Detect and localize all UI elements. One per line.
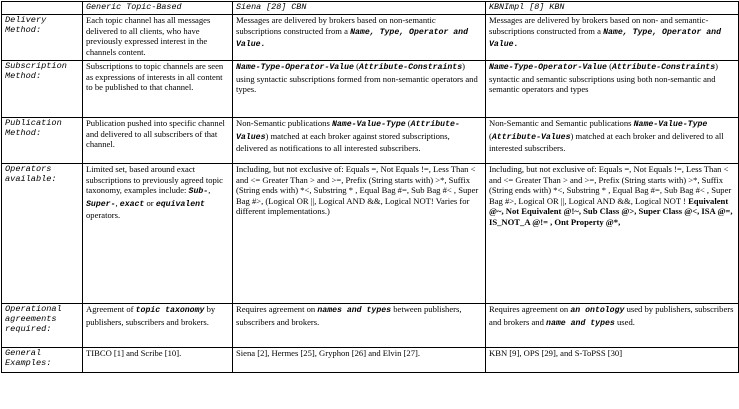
cell-examples-kbn: KBN [9], OPS [29], and S-ToPSS [30] (486, 348, 739, 373)
emphasis: Attribute-Values (236, 120, 460, 142)
emphasis: Name-Type-Operator-Value (489, 63, 607, 72)
cell-publication-generic: Publication pushed into specific channel and delivered to all subscribers of that channel. (83, 118, 233, 164)
emphasis: topic taxonomy (135, 306, 205, 315)
row-label-publication: Publication Method: (2, 118, 83, 164)
text: Agreement of (86, 304, 136, 314)
cell-publication-siena (233, 118, 486, 164)
text: ) matched at each broker and delivered to all interested subscribers. (489, 130, 724, 154)
header-row (2, 2, 739, 15)
header-siena-cbn: Siena [28] CBN (233, 2, 486, 15)
cell-agreements-generic (83, 304, 233, 348)
row-label-operators: Operators available: (2, 164, 83, 304)
emphasis: Name-Value-Type (331, 120, 406, 129)
emphasis: Name, Type, Operator and Value. (489, 27, 722, 50)
text: ( (405, 118, 411, 128)
emphasis: Name-Type-Operator-Value (236, 63, 354, 72)
text: Including, but not exclusive of: Equals =, Not Equals !=, Less Than < and <= Greater Than > and >=, Prefix (String starts with) >*, Suffix (String ends with) *<, Substring * , Equal Bag #=, Sub Bag #< , Super Bag #>, Logical OR ||, Logical AND &&, Logical NOT ! (489, 164, 732, 206)
comparison-table (1, 1, 739, 373)
text: Limited set, based around exact subscriptions to previously agreed topic taxonomy, examples include: (86, 164, 223, 196)
cell-examples-siena: Siena [2], Hermes [25], Gryphon [26] and Elvin [27]. (233, 348, 486, 373)
text: Requires agreement on (489, 304, 571, 314)
cell-subscription-kbn (486, 61, 739, 118)
emphasis: Sub- (188, 187, 209, 197)
row-delivery-method (2, 15, 739, 61)
cell-subscription-generic: Subscriptions to topic channels are seen as expressions of interests in all content to be published to that channel. (83, 61, 233, 118)
text: ) matched at each broker against stored subscriptions, delivered as notifications to all interested subscribers. (236, 130, 450, 154)
cell-agreements-kbn (486, 304, 739, 348)
text: between publishers, subscribers and brokers. (236, 304, 462, 327)
cell-delivery-kbn (486, 15, 739, 61)
text: or (144, 197, 156, 208)
text: Non-Semantic publications (236, 118, 332, 128)
text: ) using syntactic subscriptions formed from non-semantic operators and types. (236, 61, 478, 95)
row-subscription-method (2, 61, 739, 118)
cell-delivery-siena (233, 15, 486, 61)
text: ( (489, 130, 492, 141)
text: used. (614, 316, 635, 327)
cell-publication-kbn (486, 118, 739, 164)
emphasis: Attribute-Values (491, 132, 571, 142)
text: , (208, 185, 211, 196)
text: used by publishers, subscribers and brokers and (489, 304, 734, 327)
text: ) syntactic and semantic subscriptions using both non-semantic and semantic operators and types (489, 61, 718, 95)
header-generic-topic-based: Generic Topic-Based (83, 2, 233, 15)
row-label-agreements: Operational agreements required: (2, 304, 83, 348)
emphasis: Super- (86, 199, 116, 209)
row-general-examples (2, 348, 739, 373)
cell-agreements-siena (233, 304, 486, 348)
emphasis: Attribute-Constraints (611, 63, 716, 72)
emphasis: exact (119, 199, 145, 209)
emphasis: equivalent (155, 199, 205, 209)
text: by publishers, subscribers and brokers. (86, 304, 216, 327)
row-label-subscription: Subscription Method: (2, 61, 83, 118)
text: Non-Semantic and Semantic publications (489, 118, 634, 128)
text: ( (606, 61, 612, 71)
emphasis: Equivalent @~, Not Equivalent @!~, Sub Class @>, Super Class @<, ISA @=, IS_NOT_A @!= , Ont Property @*, (489, 195, 733, 227)
cell-operators-generic (83, 164, 233, 304)
emphasis: Name, Type, Operator and Value. (236, 27, 469, 50)
header-kbnimpl-kbn: KBNImpl [8] KBN (486, 2, 739, 15)
cell-operators-kbn (486, 164, 739, 304)
text: Messages are delivered by brokers based on non- and semantic-subscriptions constructed from a (489, 15, 709, 36)
text: operators. (86, 210, 121, 221)
row-label-delivery: Delivery Method: (2, 15, 83, 61)
row-operators-available (2, 164, 739, 304)
row-label-examples: General Examples: (2, 348, 83, 373)
header-empty-cell (2, 2, 83, 15)
emphasis: names and types (317, 306, 392, 315)
text: ( (353, 61, 359, 71)
cell-examples-generic: TIBCO [1] and Scribe [10]. (83, 348, 233, 373)
emphasis: name and types (546, 318, 615, 328)
row-operational-agreements (2, 304, 739, 348)
row-publication-method (2, 118, 739, 164)
text: Messages are delivered by brokers based on non-semantic subscriptions constructed from a (236, 15, 436, 36)
cell-subscription-siena (233, 61, 486, 118)
emphasis: Attribute-Constraints (358, 63, 463, 72)
emphasis: an ontology (570, 306, 625, 315)
text: , (115, 197, 120, 208)
cell-operators-siena: Including, but not exclusive of: Equals =, Not Equals !=, Less Than < and <= Greater Than > and >=, Prefix (String starts with) >*, Suffix (String ends with) *<, Substring * , Equal Bag #=, Sub Bag #< , Super Bag #>, (Logical OR ||, Logical AND &&, Logical NOT! Varies for different implementations.) (233, 164, 486, 304)
text: Requires agreement on (236, 304, 318, 314)
emphasis: Name-Value-Type (633, 120, 708, 129)
cell-delivery-generic: Each topic channel has all messages delivered to all clients, who have previously expressed interest in the channels content. (83, 15, 233, 61)
